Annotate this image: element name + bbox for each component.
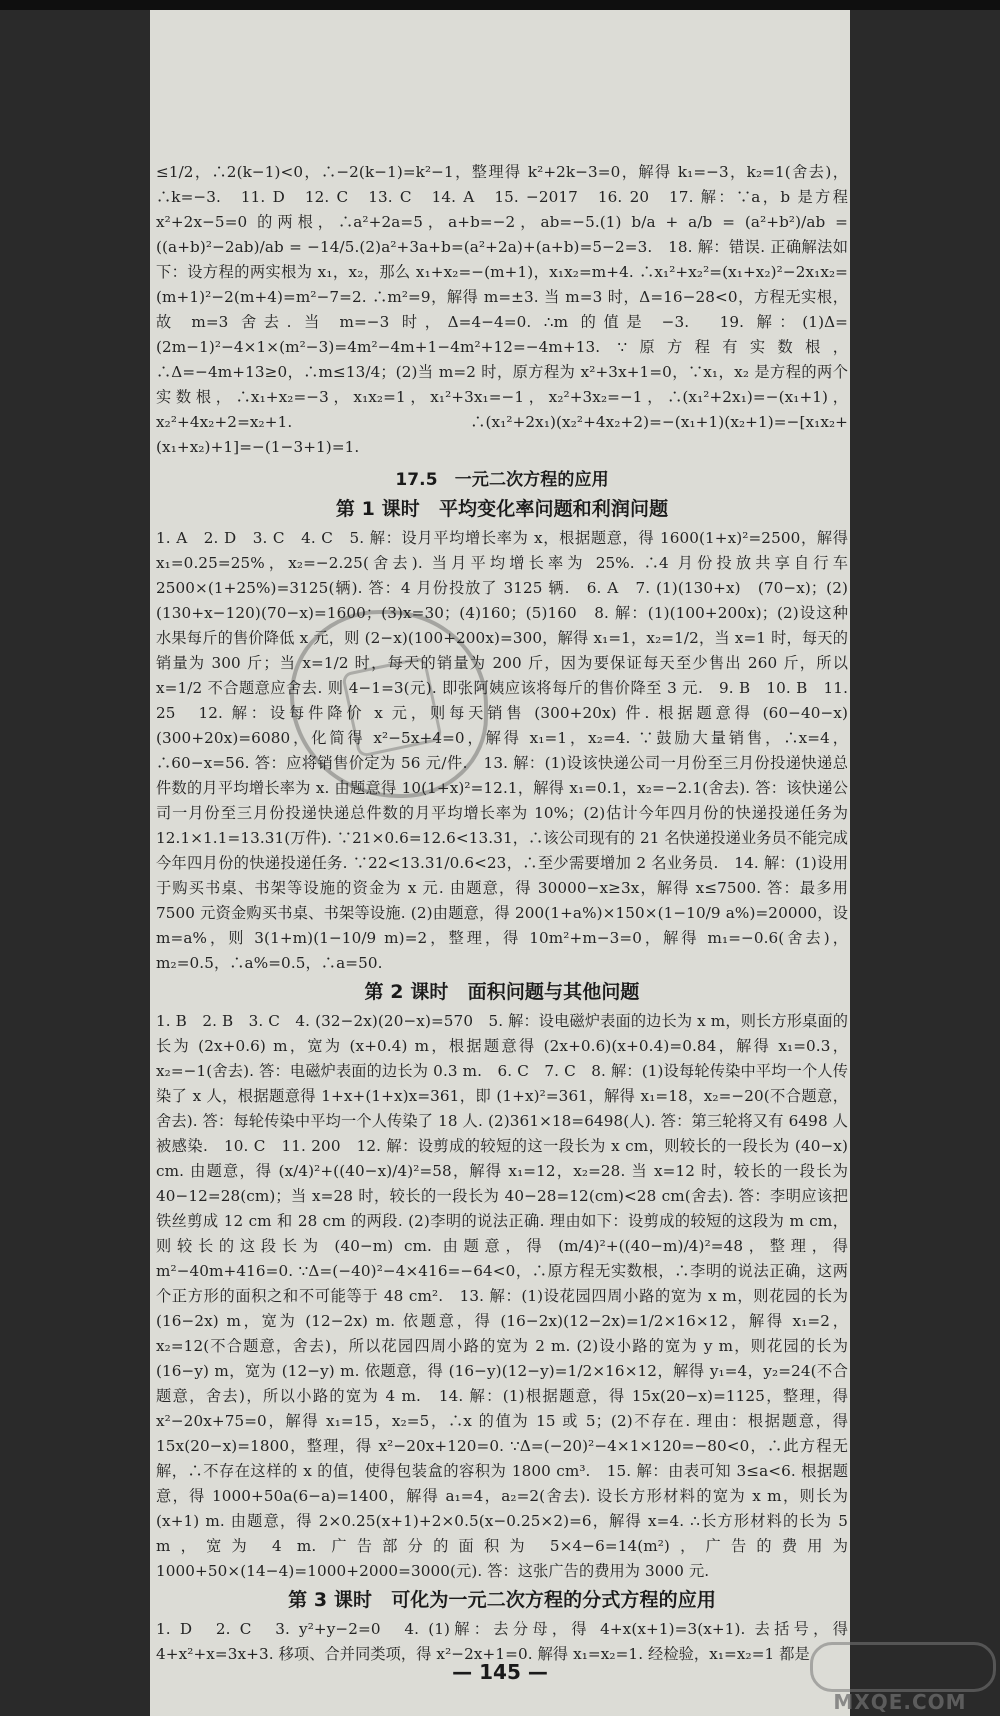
watermark-text: MXQE.COM (833, 1690, 967, 1714)
answer-paragraph-2: 1. A 2. D 3. C 4. C 5. 解：设月平均增长率为 x，根据题意，得 1600(1+x)²=2500，解得 x₁=0.25=25%，x₂=−2.25(舍去). 当月平均增长率为 25%. ∴4 月份投放共享自行车 2500×(1+25%)=3125(辆). 答：4 月份投放了 3125 辆. 6. A 7. (1)(130+x) (70−x)；(2)(130+x−120)(70−x)=1600；(3)x=30；(4)160；(5)160 8. 解：(1)(100+200x)；(2)设这种水果每斤的售价降低 x 元，则 (2−x)(100+200x)=300，解得 x₁=1，x₂=1/2，当 x=1 时，每天的销量为 300 斤；当 x=1/2 时，每天的销量为 200 斤，因为要保证每天至少售出 260 斤，所以 x=1/2 不合题意应舍去. 则 4−1=3(元). 即张阿姨应该将每斤的售价降至 3 元. 9. B 10. B 11. 25 12. 解：设每件降价 x 元，则每天销售 (300+20x) 件. 根据题意得 (60−40−x)(300+20x)=6080，化简得 x²−5x+4=0，解得 x₁=1，x₂=4. ∵鼓励大量销售，∴x=4，∴60−x=56. 答：应将销售价定为 56 元/件. 13. 解：(1)设该快递公司一月份至三月份投递快递总件数的月平均增长率为 x. 由题意得 10(1+x)²=12.1，解得 x₁=0.1，x₂=−2.1(舍去). 答：该快递公司一月份至三月份投递快递总件数的月平均增长率为 10%；(2)估计今年四月份的快递投递任务为 12.1×1.1=13.31(万件). ∵21×0.6=12.6<13.31，∴该公司现有的 21 名快递投递业务员不能完成今年四月份的快递投递任务. ∵22<13.31/0.6<23，∴至少需要增加 2 名业务员. 14. 解：(1)设用于购买书桌、书架等设施的资金为 x 元. 由题意，得 30000−x≥3x，解得 x≤7500. 答：最多用 7500 元资金购买书桌、书架等设施. (2)由题意，得 200(1+a%)×150×(1−10/9 a%)=20000，设 m=a%，则 3(1+m)(1−10/9 m)=2，整理，得 10m²+m−3=0，解得 m₁=−0.6(舍去)，m₂=0.5，∴a%=0.5，∴a=50. (156, 529, 848, 972)
lesson-title-2: 第 2 课时 面积问题与其他问题 (364, 981, 640, 1003)
watermark-logo-icon (810, 1642, 996, 1692)
site-watermark (800, 1640, 1000, 1716)
lesson-title-1: 第 1 课时 平均变化率问题和利润问题 (335, 498, 669, 520)
section-title: 17.5 一元二次方程的应用 (395, 470, 609, 490)
top-bar (0, 0, 1000, 10)
page-number: — 145 — (452, 1660, 548, 1684)
answer-paragraph-3: 1. B 2. B 3. C 4. (32−2x)(20−x)=570 5. 解：设电磁炉表面的边长为 x m，则长方形桌面的长为 (2x+0.6) m，宽为 (x+0.4) m，根据题意得 (2x+0.6)(x+0.4)=0.84，解得 x₁=0.3，x₂=−1(舍去). 答：电磁炉表面的边长为 0.3 m. 6. C 7. C 8. 解：(1)设每轮传染中平均一个人传染了 x 人，根据题意得 1+x+(1+x)x=361，即 (1+x)²=361，解得 x₁=18，x₂=−20(不合题意，舍去). 答：每轮传染中平均一个人传染了 18 人. (2)361×18=6498(人). 答：第三轮将又有 6498 人被感染. 10. C 11. 200 12. 解：设剪成的较短的这一段长为 x cm，则较长的一段长为 (40−x) cm. 由题意，得 (x/4)²+((40−x)/4)²=58，解得 x₁=12，x₂=28. 当 x=12 时，较长的一段长为 40−12=28(cm)；当 x=28 时，较长的一段长为 40−28=12(cm)<28 cm(舍去). 答：李明应该把铁丝剪成 12 cm 和 28 cm 的两段. (2)李明的说法正确. 理由如下：设剪成的较短的这段为 m cm，则较长的这段长为 (40−m) cm. 由题意，得 (m/4)²+((40−m)/4)²=48，整理，得 m²−40m+416=0. ∵Δ=(−40)²−4×416=−64<0，∴原方程无实数根，∴李明的说法正确，这两个正方形的面积之和不可能等于 48 cm². 13. 解：(1)设花园四周小路的宽为 x m，则花园的长为 (16−2x) m，宽为 (12−2x) m. 依题意，得 (16−2x)(12−2x)=1/2×16×12，解得 x₁=2，x₂=12(不合题意，舍去)，所以花园四周小路的宽为 2 m. (2)设小路的宽为 y m，则花园的长为 (16−y) m，宽为 (12−y) m. 依题意，得 (16−y)(12−y)=1/2×16×12，解得 y₁=4，y₂=24(不合题意，舍去)，所以小路的宽为 4 m. 14. 解：(1)根据题意，得 15x(20−x)=1125，整理，得 x²−20x+75=0，解得 x₁=15，x₂=5，∴x 的值为 15 或 5；(2)不存在. 理由：根据题意，得 15x(20−x)=1800，整理，得 x²−20x+120=0. ∵Δ=(−20)²−4×1×120=−80<0，∴此方程无解，∴不存在这样的 x 的值，使得包装盒的容积为 1800 cm³. 15. 解：由表可知 3≤a<6. 根据题意，得 1000+50a(6−a)=1400，解得 a₁=4，a₂=2(舍去). 设长方形材料的宽为 x m，则长为 (x+1) m. 由题意，得 2×0.25(x+1)+2×0.5(x−0.25×2)=6，解得 x=4. ∴长方形材料的长为 5 m，宽为 4 m. 广告部分的面积为 5×4−6=14(m²)，广告的费用为 1000+50×(14−4)=1000+2000=3000(元). 答：这张广告的费用为 3000 元. (156, 1012, 848, 1580)
answer-page (150, 10, 850, 1716)
page-body (156, 160, 848, 1667)
answer-paragraph-4: 1. D 2. C 3. y²+y−2=0 4. (1)解：去分母，得 4+x(x+1)=3(x+1). 去括号，得 4+x²+x=3x+3. 移项、合并同类项，得 x²−2x+1=0. 解得 x₁=x₂=1. 经检验，x₁=x₂=1 都是 (156, 1620, 848, 1663)
lesson-title-3: 第 3 课时 可化为一元二次方程的分式方程的应用 (288, 1589, 716, 1611)
answer-paragraph-1: ≤1/2，∴2(k−1)<0，∴−2(k−1)=k²−1，整理得 k²+2k−3=0，解得 k₁=−3，k₂=1(舍去)，∴k=−3. 11. D 12. C 13. C 14. A 15. −2017 16. 20 17. 解：∵a，b 是方程 x²+2x−5=0 的两根，∴a²+2a=5，a+b=−2，ab=−5.(1) b/a + a/b = (a²+b²)/ab = ((a+b)²−2ab)/ab = −14/5.(2)a²+3a+b=(a²+2a)+(a+b)=5−2=3. 18. 解：错误. 正确解法如下：设方程的两实根为 x₁，x₂，那么 x₁+x₂=−(m+1)，x₁x₂=m+4. ∴x₁²+x₂²=(x₁+x₂)²−2x₁x₂=(m+1)²−2(m+4)=m²−7=2. ∴m²=9，解得 m=±3. 当 m=3 时，Δ=16−28<0，方程无实根，故 m=3 舍去. 当 m=−3 时，Δ=4−4=0. ∴m 的值是 −3. 19. 解：(1)Δ=(2m−1)²−4×1×(m²−3)=4m²−4m+1−4m²+12=−4m+13. ∵原方程有实数根，∴Δ=−4m+13≥0，∴m≤13/4；(2)当 m=2 时，原方程为 x²+3x+1=0，∵x₁，x₂ 是方程的两个实数根，∴x₁+x₂=−3，x₁x₂=1，x₁²+3x₁=−1，x₂²+3x₂=−1，∴(x₁²+2x₁)=−(x₁+1)，x₂²+4x₂+2=x₂+1. ∴(x₁²+2x₁)(x₂²+4x₂+2)=−(x₁+1)(x₂+1)=−[x₁x₂+(x₁+x₂)+1]=−(1−3+1)=1. (156, 163, 848, 456)
